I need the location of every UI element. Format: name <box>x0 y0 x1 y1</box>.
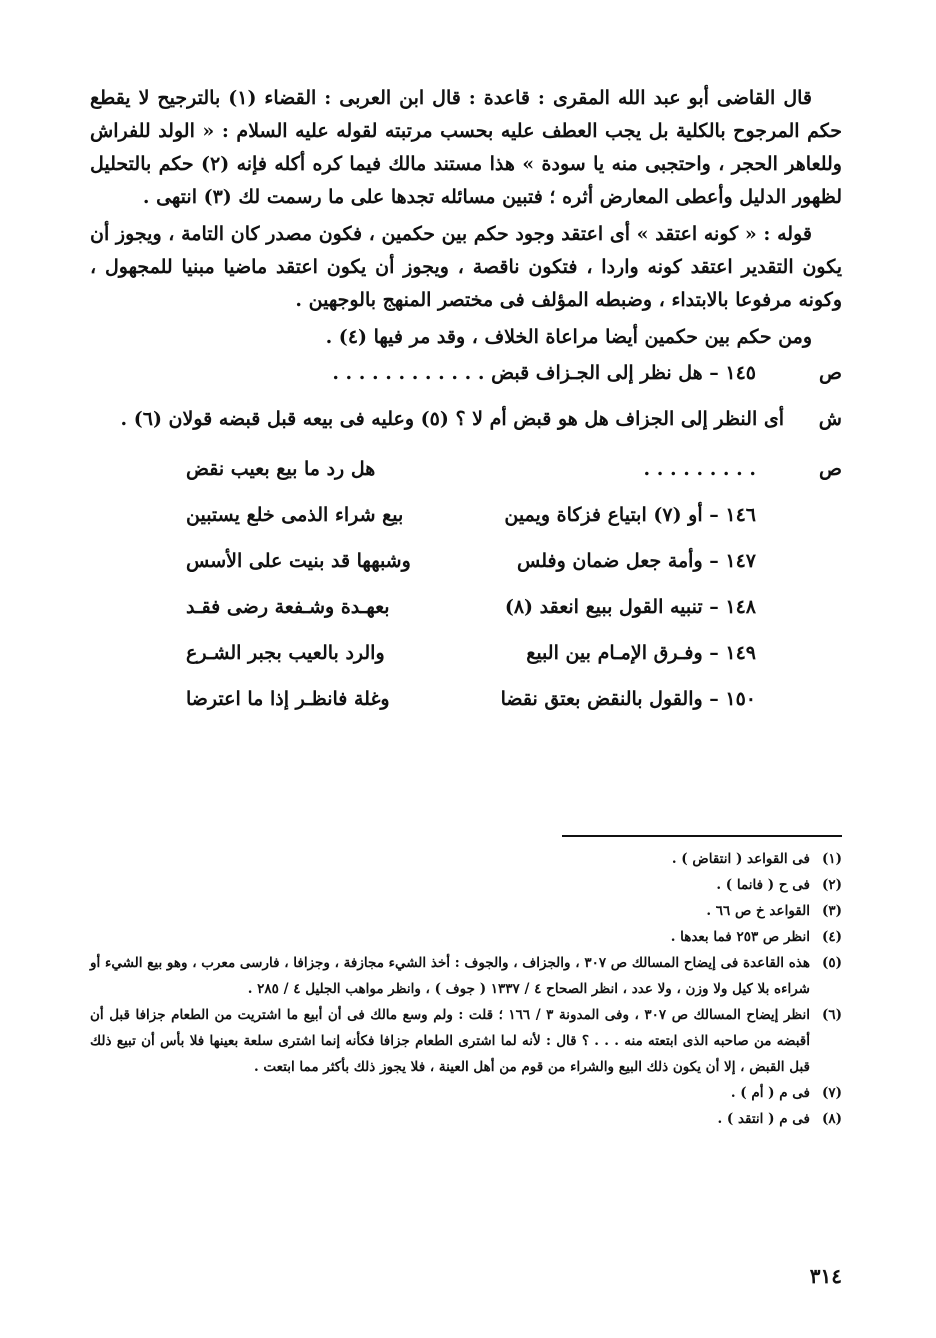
footnote-text: فى القواعد ( انتقاض ) . <box>671 851 810 867</box>
footnote-text: فى ح ( فانما ) . <box>716 877 810 893</box>
footnote-text: فى م ( أم ) . <box>730 1085 810 1101</box>
footnote-number: (٣) <box>821 903 842 919</box>
commentary-marker: ش <box>818 408 842 430</box>
footnote <box>90 898 842 924</box>
verse-line-145 <box>90 354 842 400</box>
footnote-number: (٤) <box>821 929 842 945</box>
verse-second-hemistich: بعهـدة وشـفعة رضى فقـد <box>186 596 390 618</box>
page-number: ٣١٤ <box>809 1264 842 1288</box>
verse-line <box>90 452 842 498</box>
verse-second-hemistich: هل رد ما بيع بعيب نقض <box>186 458 376 480</box>
footnote-number: (٧) <box>821 1085 842 1101</box>
verse-first-hemistich: ١٤٨ – تنبيه القول ببيع انعقد (٨) <box>504 596 756 618</box>
verse-first-hemistich: ١٤٦ – أو (٧) ابتياع فزكاة ويمين <box>504 504 756 526</box>
verse-first-hemistich: ١٤٩ – وفـرق الإمـام بين البيع <box>526 642 756 664</box>
verse-text: ١٤٥ – هل نظر إلى الجـزاف قبض . . . . . . . . . . . . <box>332 362 756 384</box>
main-text <box>90 82 842 728</box>
verse-first-hemistich: ١٥٠ – والقول بالنقض بعتق نقضا <box>500 688 756 710</box>
footnote-number: (٥) <box>821 955 842 971</box>
verse-line <box>90 682 842 728</box>
commentary-line <box>90 400 842 446</box>
verse-second-hemistich: بيع شراء الذمى خلع يستبين <box>186 504 404 526</box>
verse-line <box>90 544 842 590</box>
footnote-text: انظر إيضاح المسالك ص ٣٠٧ ، وفى المدونة ٣ / ١٦٦ ؛ قلت : ولم وسع مالك فى أن أبيع ما اشتريت من الطعام جزافا قبل أن أقبضه من صاحبه الذى ابتعته منه . . . ؟ قال : لأنه لما اشترى الطعام جزافا فكأنه إنما اشترى سلعة بعينها فلا بأس أن تبيع ذلك قبل القبض ، إلا أن يكون ذلك البيع والشراء من قوم من أهل العينة ، فلا يجوز ذلك بأكثر مما ابتعت . <box>90 1007 810 1075</box>
footnote <box>90 924 842 950</box>
verse-first-hemistich: ١٤٧ – وأمة جعل ضمان وفلس <box>517 550 756 572</box>
text-marker: ص <box>819 458 842 480</box>
footnote-text: القواعد خ ص ٦٦ . <box>706 903 810 919</box>
footnote <box>90 1106 842 1132</box>
verse-second-hemistich: وشبهها قد بنيت على الأسس <box>186 550 411 572</box>
footnote-number: (٦) <box>821 1007 842 1023</box>
paragraph: قال القاضى أبو عبد الله المقرى : قاعدة : قال ابن العربى : القضاء (١) بالترجيح لا يقطع حكم المرجوح بالكلية بل يجب العطف عليه بحسب مرتبته لقوله عليه السلام : « الولد للفراش وللعاهر الحجر ، واحتجبى منه يا سودة » هذا مستند مالك فيما كره أكله فإنه (٢) حكم بالتحليل لظهور الدليل وأعطى المعارض أثره ؛ فتبين مسائله تجدها على ما رسمت لك (٣) انتهى . <box>90 87 842 208</box>
commentary-text: أى النظر إلى الجزاف هل هو قبض أم لا ؟ (٥) وعليه فى بيعه قبل قبضه قولان (٦) . <box>120 408 784 430</box>
footnote-number: (٨) <box>821 1111 842 1127</box>
verse-second-hemistich: والرد بالعيب بجبر الشـرع <box>186 642 385 664</box>
verse-block <box>90 452 842 728</box>
footnote-text: هذه القاعدة فى إيضاح المسالك ص ٣٠٧ ، والجزاف ، والجوف : أخذ الشيء مجازفة ، وجزافا ، فارسى معرب ، وهو بيع الشيء أو شراءه بلا كيل ولا وزن ، ولا عدد ، انظر الصحاح ٤ / ١٣٣٧ ( جوف ) ، وانظر مواهب الجليل ٤ / ٢٨٥ . <box>90 955 810 997</box>
footnote <box>90 950 842 1002</box>
footnote-text: فى م ( انتقد ) . <box>717 1111 810 1127</box>
footnote-number: (٢) <box>821 877 842 893</box>
verse-first-hemistich: . . . . . . . . . <box>643 458 756 480</box>
footnote <box>90 872 842 898</box>
paragraph: ومن حكم بين حكمين أيضا مراعاة الخلاف ، وقد مر فيها (٤) . <box>325 326 812 348</box>
paragraph: قوله : « كونه اعتقد » أى اعتقد وجود حكم بين حكمين ، فكون مصدر كان التامة ، ويجوز أن يكون التقدير اعتقد كونه واردا ، فتكون ناقصة ، ويجوز أن يكون اعتقد ماضيا مبنيا للمجهول ، وكونه مرفوعا بالابتداء ، وضبطه المؤلف فى مختصر المنهج بالوجهين . <box>90 223 842 311</box>
verse-line <box>90 498 842 544</box>
footnote <box>90 846 842 872</box>
footnote-divider <box>562 835 842 837</box>
footnotes <box>90 846 842 1132</box>
footnote-number: (١) <box>821 851 842 867</box>
verse-line <box>90 636 842 682</box>
footnote <box>90 1080 842 1106</box>
footnote-text: انظر ص ٢٥٣ فما بعدها . <box>670 929 810 945</box>
verse-second-hemistich: وغلة فانظـر إذا ما اعترضا <box>186 688 390 710</box>
verse-line <box>90 590 842 636</box>
footnote <box>90 1002 842 1080</box>
text-marker: ص <box>819 362 842 384</box>
